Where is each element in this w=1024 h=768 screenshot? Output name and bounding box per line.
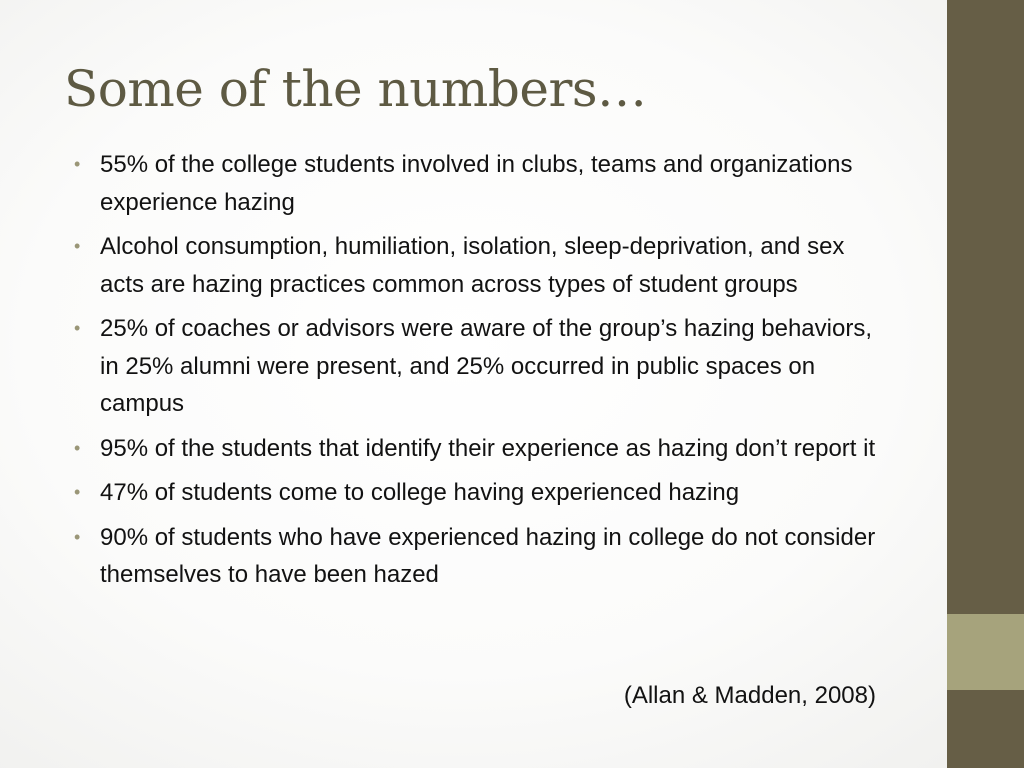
bullet-item [74, 310, 884, 423]
bullet-text: 55% of the college students involved in clubs, teams and organizations experience hazing [100, 151, 853, 216]
bullet-item [74, 519, 884, 594]
side-accent-block [947, 614, 1024, 690]
bullet-dot-icon: • [74, 482, 81, 502]
bullet-item [74, 228, 884, 303]
bullet-dot-icon: • [74, 154, 81, 174]
bullet-text: 47% of students come to college having experienced hazing [100, 479, 740, 506]
bullet-text: 25% of coaches or advisors were aware of the group’s hazing behaviors, in 25% alumni were present, and 25% occurred in public spaces on campus [100, 315, 872, 417]
bullet-dot-icon: • [74, 236, 81, 256]
bullet-item [74, 430, 884, 468]
bullet-dot-icon: • [74, 437, 81, 458]
bullet-dot-icon: • [74, 318, 81, 338]
bullet-text: Alcohol consumption, humiliation, isolation, sleep-deprivation, and sex acts are hazing practices common across types of student groups [100, 233, 845, 298]
bullet-text: 90% of students who have experienced hazing in college do not consider themselves to have been hazed [100, 523, 876, 588]
citation: (Allan & Madden, 2008) [623, 682, 876, 709]
bullet-item [74, 474, 884, 512]
bullet-dot-icon: • [74, 526, 81, 547]
slide-title: Some of the numbers… [64, 60, 647, 118]
bullet-item [74, 146, 884, 221]
bullet-text: 95% of the students that identify their experience as hazing don’t report it [100, 434, 876, 462]
bullet-list [74, 146, 884, 601]
